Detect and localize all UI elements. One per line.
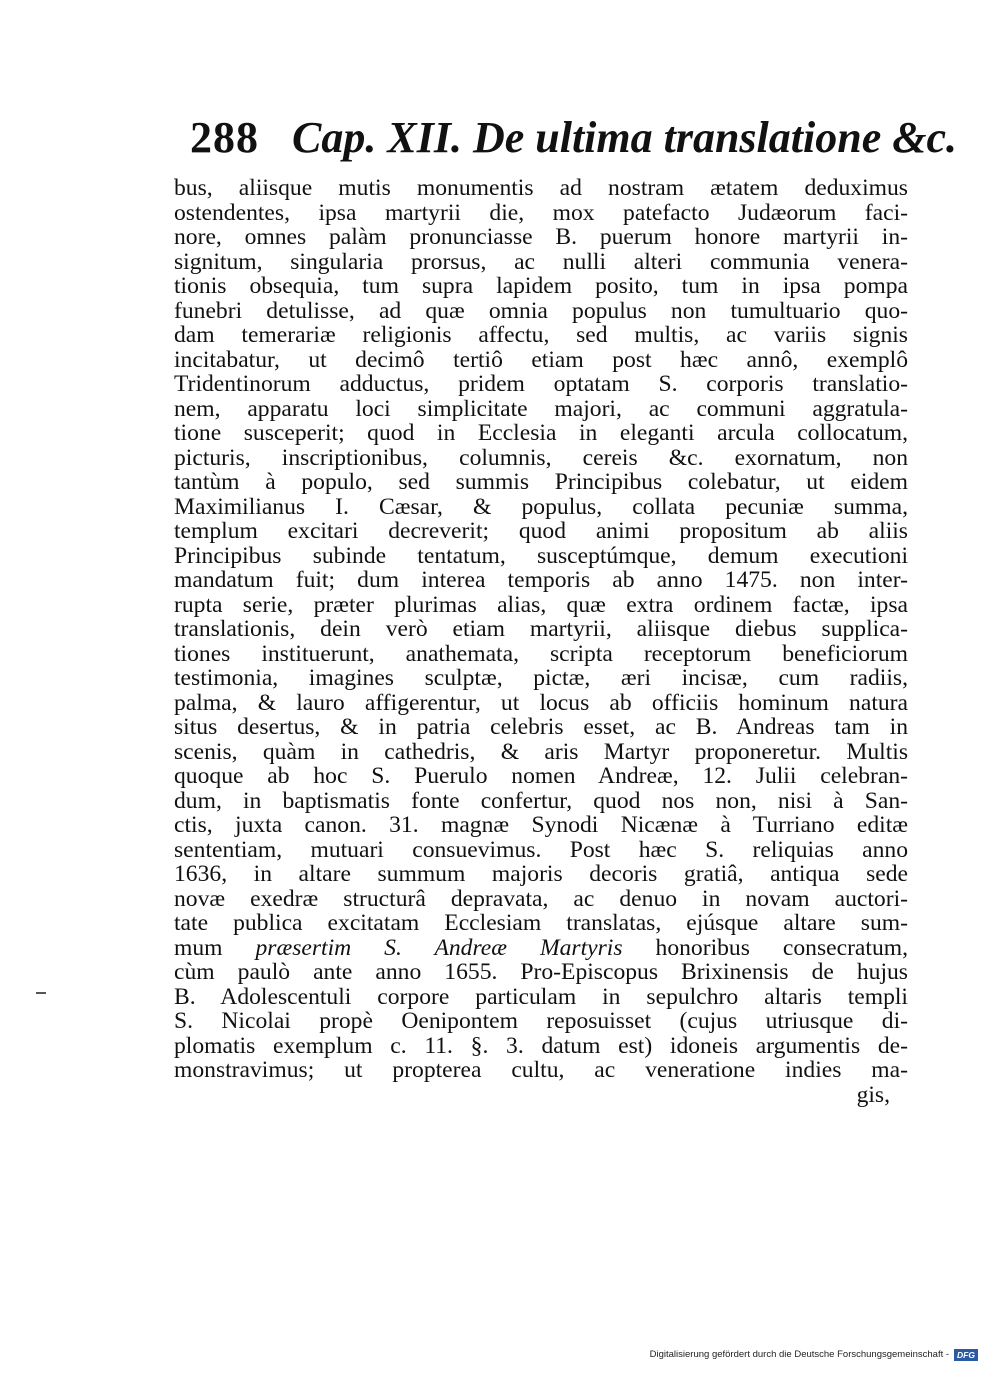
text-line: rupta serie, præter plurimas alias, quæ extra ordinem factæ, ipsa bbox=[174, 592, 908, 617]
text-line: ostendentes, ipsa martyrii die, mox patefacto Judæorum faci- bbox=[174, 200, 908, 225]
text-line: tione susceperit; quod in Ecclesia in eleganti arcula collocatum, bbox=[174, 421, 908, 446]
text-line: incitabatur, ut decimô tertiô etiam post hæc annô, exemplô bbox=[174, 347, 908, 372]
text-line: plomatis exemplum c. 11. §. 3. datum est) idoneis argumentis de- bbox=[174, 1033, 908, 1058]
text-line: signitum, singularia prorsus, ac nulli alteri communia venera- bbox=[174, 249, 908, 274]
digitization-footer bbox=[650, 1347, 978, 1363]
text-segment: honoribus consecratum, bbox=[622, 935, 908, 960]
text-line: 1636, in altare summum majoris decoris gratiâ, antiqua sede bbox=[174, 862, 908, 887]
text-line: quoque ab hoc S. Puerulo nomen Andreæ, 12. Julii celebran- bbox=[174, 764, 908, 789]
catchword: gis, bbox=[856, 1082, 890, 1107]
page-number: 288 bbox=[190, 113, 259, 162]
text-segment: mum bbox=[174, 935, 256, 960]
footer-credit: Digitalisierung gefördert durch die Deutsche Forschungsgemeinschaft - bbox=[649, 1349, 950, 1360]
text-line: funebri detulisse, ad quæ omnia populus non tumultuario quo- bbox=[174, 298, 908, 323]
text-line: tantùm à populo, sed summis Principibus colebatur, ut eidem bbox=[174, 470, 908, 495]
text-line: B. Adolescentuli corpore particulam in sepulchro altaris templi bbox=[174, 984, 908, 1009]
text-line: S. Nicolai propè Oenipontem reposuisset (cujus utriusque di- bbox=[174, 1009, 908, 1034]
italic-segment: præsertim S. Andreæ Martyris bbox=[255, 935, 623, 960]
text-line bbox=[174, 936, 908, 961]
running-title: Cap. XII. De ultima translatione &c. bbox=[292, 113, 957, 162]
text-line: mandatum fuit; dum interea temporis ab anno 1475. non inter- bbox=[174, 568, 908, 593]
text-line: Maximilianus I. Cæsar, & populus, collata pecuniæ summa, bbox=[174, 494, 908, 519]
text-line: Tridentinorum adductus, pridem optatam S. corporis translatio- bbox=[174, 372, 908, 397]
text-line: templum excitari decreverit; quod animi propositum ab aliis bbox=[174, 519, 908, 544]
text-line: novæ exedræ structurâ depravata, ac denuo in novam auctori- bbox=[174, 886, 908, 911]
text-line: scenis, quàm in cathedris, & aris Martyr proponeretur. Multis bbox=[174, 739, 908, 764]
text-line: palma, & lauro affigerentur, ut locus ab officiis hominum natura bbox=[174, 690, 908, 715]
text-line: dam temerariæ religionis affectu, sed multis, ac variis signis bbox=[174, 323, 908, 348]
margin-mark bbox=[36, 992, 46, 994]
text-line: ctis, juxta canon. 31. magnæ Synodi Nicænæ à Turriano editæ bbox=[174, 813, 908, 838]
text-line: situs desertus, & in patria celebris esset, ac B. Andreas tam in bbox=[174, 715, 908, 740]
text-line: nore, omnes palàm pronunciasse B. puerum honore martyrii in- bbox=[174, 225, 908, 250]
body-text bbox=[174, 176, 908, 1107]
text-line: bus, aliisque mutis monumentis ad nostram ætatem deduximus bbox=[174, 176, 908, 201]
text-line: monstravimus; ut propterea cultu, ac veneratione indies ma- bbox=[174, 1058, 908, 1083]
text-line: testimonia, imagines sculptæ, pictæ, æri incisæ, cum radiis, bbox=[174, 666, 908, 691]
text-line: nem, apparatu loci simplicitate majori, ac communi aggratula- bbox=[174, 396, 908, 421]
page-header bbox=[190, 108, 957, 168]
text-line: tiones instituerunt, anathemata, scripta receptorum beneficiorum bbox=[174, 641, 908, 666]
text-line: Principibus subinde tentatum, susceptúmque, demum executioni bbox=[174, 543, 908, 568]
text-line: tionis obsequia, tum supra lapidem posito, tum in ipsa pompa bbox=[174, 274, 908, 299]
text-line: translationis, dein verò etiam martyrii, aliisque diebus supplica- bbox=[174, 617, 908, 642]
dfg-logo-icon: DFG bbox=[954, 1349, 978, 1361]
text-line: dum, in baptismatis fonte confertur, quod nos non, nisi à San- bbox=[174, 788, 908, 813]
text-line: picturis, inscriptionibus, columnis, cereis &c. exornatum, non bbox=[174, 445, 908, 470]
text-line: sententiam, mutuari consuevimus. Post hæc S. reliquias anno bbox=[174, 837, 908, 862]
text-line: tate publica excitatam Ecclesiam translatas, ejúsque altare sum- bbox=[174, 911, 908, 936]
text-line: cùm paulò ante anno 1655. Pro-Episcopus Brixinensis de hujus bbox=[174, 960, 908, 985]
